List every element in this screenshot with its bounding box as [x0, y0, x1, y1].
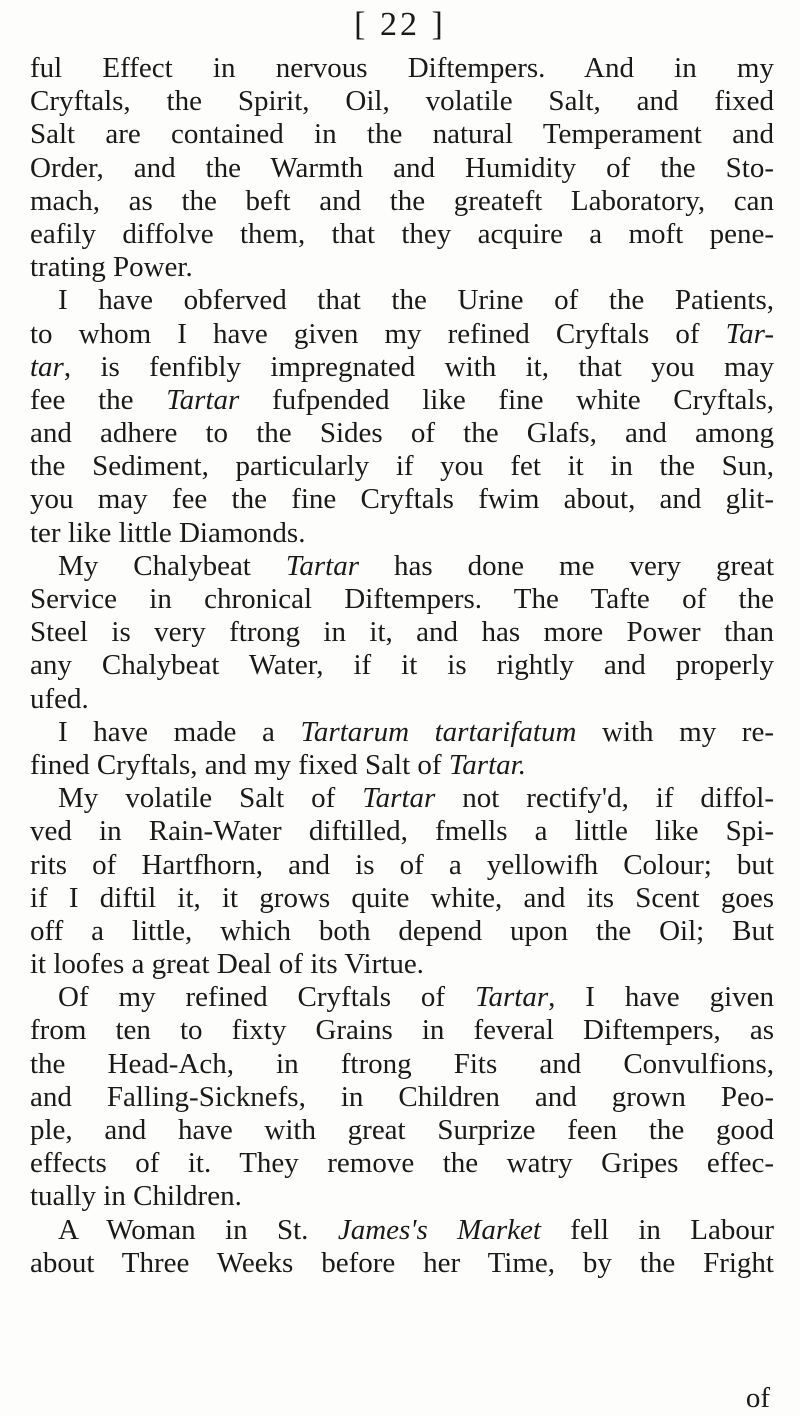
text-line [30, 649, 774, 682]
italic-text: Tartar. [448, 748, 526, 781]
text-segment: about Three Weeks before her Time, by the Fright [30, 1246, 774, 1279]
italic-text: Tartar [166, 383, 240, 416]
italic-text: tar [30, 350, 64, 383]
italic-text: Tartar [475, 981, 549, 1014]
text-segment: A Woman in St. [58, 1213, 338, 1246]
text-line [30, 683, 774, 716]
text-segment: fell in Labour [540, 1213, 775, 1246]
text-line [30, 351, 774, 384]
text-line [30, 1081, 774, 1114]
text-line [30, 384, 774, 417]
italic-text: Tartarum tartarifatum [300, 715, 577, 748]
text-segment: trating Power. [30, 251, 193, 284]
text-segment: has done me very great [359, 549, 774, 582]
text-segment: Of my refined Cryftals of [58, 981, 476, 1014]
text-segment: ter like little Diamonds. [30, 516, 306, 549]
text-segment: if I diftil it, it grows quite white, and its Scent goes [30, 881, 774, 914]
text-line [30, 948, 774, 981]
text-segment: and Falling-Sicknefs, in Children and grown Peo- [30, 1080, 774, 1113]
text-segment: , I have given [548, 981, 774, 1014]
text-segment: fee the [30, 383, 167, 416]
text-line [30, 981, 774, 1014]
text-segment: mach, as the beft and the greateft Laboratory, can [30, 184, 774, 217]
text-segment: it loofes a great Deal of its Virtue. [30, 948, 424, 981]
text-line [30, 815, 774, 848]
text-line [30, 251, 774, 284]
text-line [30, 550, 774, 583]
text-line [30, 218, 774, 251]
text-segment: eafily diffolve them, that they acquire a moft pene- [30, 217, 774, 250]
text-line [30, 882, 774, 915]
text-segment: ful Effect in nervous Diftempers. And in my [30, 52, 774, 84]
text-segment: you may fee the fine Cryftals fwim about, and glit- [30, 483, 774, 516]
text-segment: ufed. [30, 682, 89, 715]
italic-text: Tartar [362, 782, 436, 815]
text-line [30, 616, 774, 649]
text-segment: fined Cryftals, and my fixed Salt of [30, 748, 449, 781]
text-segment: My volatile Salt of [58, 782, 363, 815]
italic-text: Tartar [285, 549, 359, 582]
text-segment: I have obferved that the Urine of the Patients, [58, 284, 774, 317]
text-line [30, 915, 774, 948]
text-line [30, 318, 774, 351]
italic-text: James's Market [337, 1213, 541, 1246]
text-segment: tually in Children. [30, 1180, 242, 1213]
text-line [30, 1014, 774, 1047]
text-line [30, 118, 774, 151]
text-line [30, 749, 774, 782]
text-segment: effects of it. They remove the watry Gripes effec- [30, 1147, 774, 1180]
text-line [30, 1247, 774, 1280]
text-line [30, 1114, 774, 1147]
text-segment: from ten to fixty Grains in feveral Diftempers, as [30, 1014, 774, 1047]
text-segment: not rectify'd, if diffol- [435, 782, 774, 815]
text-segment: the Sediment, particularly if you fet it in the Sun, [30, 450, 774, 483]
text-line [30, 85, 774, 118]
text-segment: Service in chronical Diftempers. The Tafte of the [30, 583, 774, 615]
italic-text: Tar- [725, 317, 774, 350]
text-line [30, 1048, 774, 1081]
text-line [30, 1147, 774, 1180]
text-line [30, 185, 774, 218]
text-line [30, 284, 774, 317]
text-segment: Steel is very ftrong in it, and has more Power than [30, 616, 774, 649]
text-segment: Order, and the Warmth and Humidity of the Sto- [30, 151, 774, 184]
text-line [30, 716, 774, 749]
text-line [30, 1180, 774, 1213]
text-line [30, 782, 774, 815]
text-line [30, 52, 774, 85]
text-segment: Salt are contained in the natural Temperament and [30, 118, 774, 151]
text-line [30, 1214, 774, 1247]
text-line [30, 483, 774, 516]
body-text [30, 52, 774, 1280]
text-segment: My Chalybeat [58, 549, 286, 582]
text-segment: Cryftals, the Spirit, Oil, volatile Salt, and fixed [30, 85, 774, 118]
text-line [30, 517, 774, 550]
text-line [30, 849, 774, 882]
page-number: [ 22 ] [354, 6, 446, 43]
text-segment: ple, and have with great Surprize feen the good [30, 1114, 774, 1146]
text-segment: , is fenfibly impregnated with it, that you may [63, 350, 774, 383]
text-line [30, 450, 774, 483]
text-line [30, 417, 774, 450]
catchword: of [745, 1382, 770, 1414]
text-segment: the Head-Ach, in ftrong Fits and Convulfions, [30, 1047, 774, 1080]
text-segment: rits of Hartfhorn, and is of a yellowifh Colour; but [30, 848, 774, 881]
text-segment: off a little, which both depend upon the Oil; But [30, 914, 774, 947]
text-segment: to whom I have given my refined Cryftals of [30, 317, 726, 350]
text-segment: any Chalybeat Water, if it is rightly and properly [30, 649, 774, 682]
text-segment: fufpended like fine white Cryftals, [239, 383, 774, 416]
text-line [30, 583, 774, 616]
text-segment: ved in Rain-Water diftilled, fmells a little like Spi- [30, 815, 774, 848]
text-segment: and adhere to the Sides of the Glafs, and among [30, 417, 774, 450]
text-line [30, 152, 774, 185]
text-segment: I have made a [58, 715, 301, 748]
text-segment: with my re- [576, 715, 774, 748]
